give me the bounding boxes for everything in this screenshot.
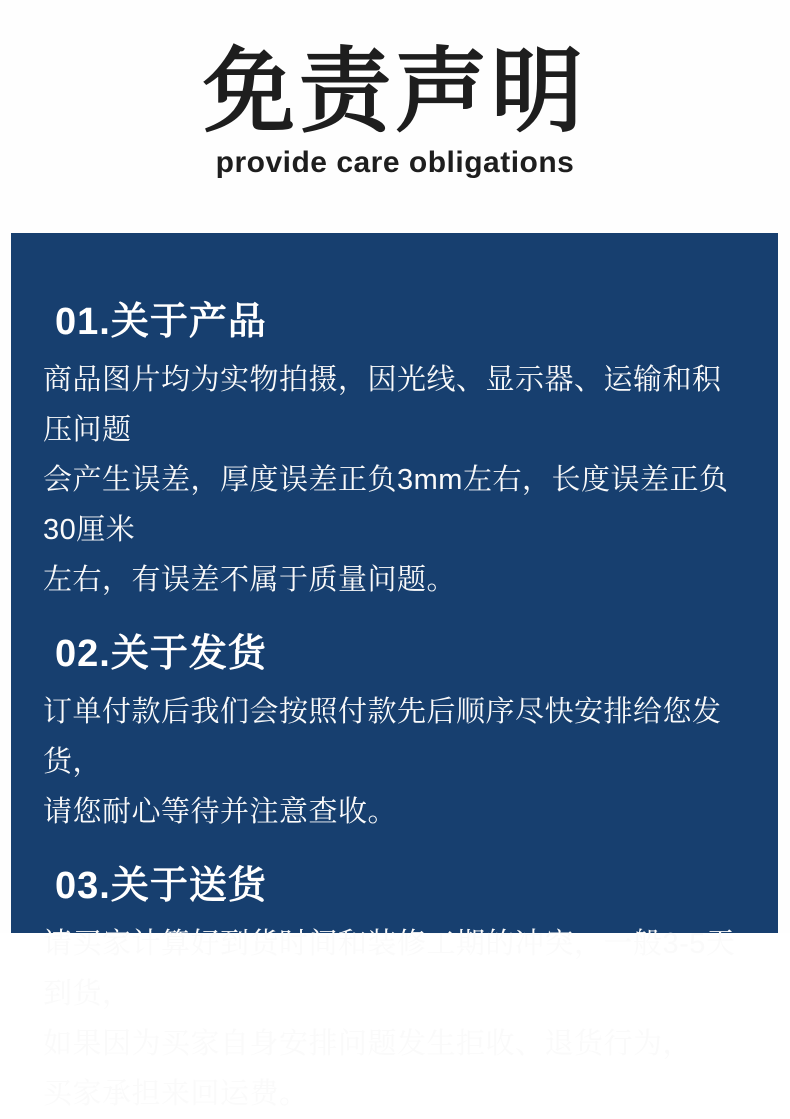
section-heading-delivery: 03.关于送货 bbox=[55, 865, 267, 907]
page-title: 免责声明 bbox=[202, 41, 587, 143]
section-text-line: 商品图片均为实物拍摄，因光线、显示器、运输和积压问题 bbox=[43, 364, 722, 446]
section-text-line: 请您耐心等待并注意查收。 bbox=[43, 796, 398, 828]
section-text-line: 会产生误差，厚度误差正负3mm左右，长度误差正负30厘米 bbox=[43, 464, 729, 546]
section-heading-shipping: 02.关于发货 bbox=[55, 633, 267, 675]
section-about-product bbox=[43, 299, 748, 605]
section-text-line: 订单付款后我们会按照付款先后顺序尽快安排给您发货， bbox=[43, 696, 722, 778]
section-text-line: 买家承担来回运费。 bbox=[43, 1078, 309, 1110]
disclaimer-panel bbox=[11, 233, 778, 1110]
page-header bbox=[0, 0, 790, 181]
section-about-delivery bbox=[43, 863, 748, 1119]
section-text-line: 如果因为买家自身安排问题发生拒收、退货行为， bbox=[43, 1028, 693, 1060]
section-text-line: 请买家计算好到货时间和装修工期的冲突，一般3-5天到货， bbox=[43, 928, 736, 1010]
page-subtitle: provide care obligations bbox=[215, 145, 575, 179]
section-about-shipping bbox=[43, 631, 748, 837]
section-heading-product: 01.关于产品 bbox=[55, 301, 267, 343]
section-text-line: 左右，有误差不属于质量问题。 bbox=[43, 564, 457, 596]
